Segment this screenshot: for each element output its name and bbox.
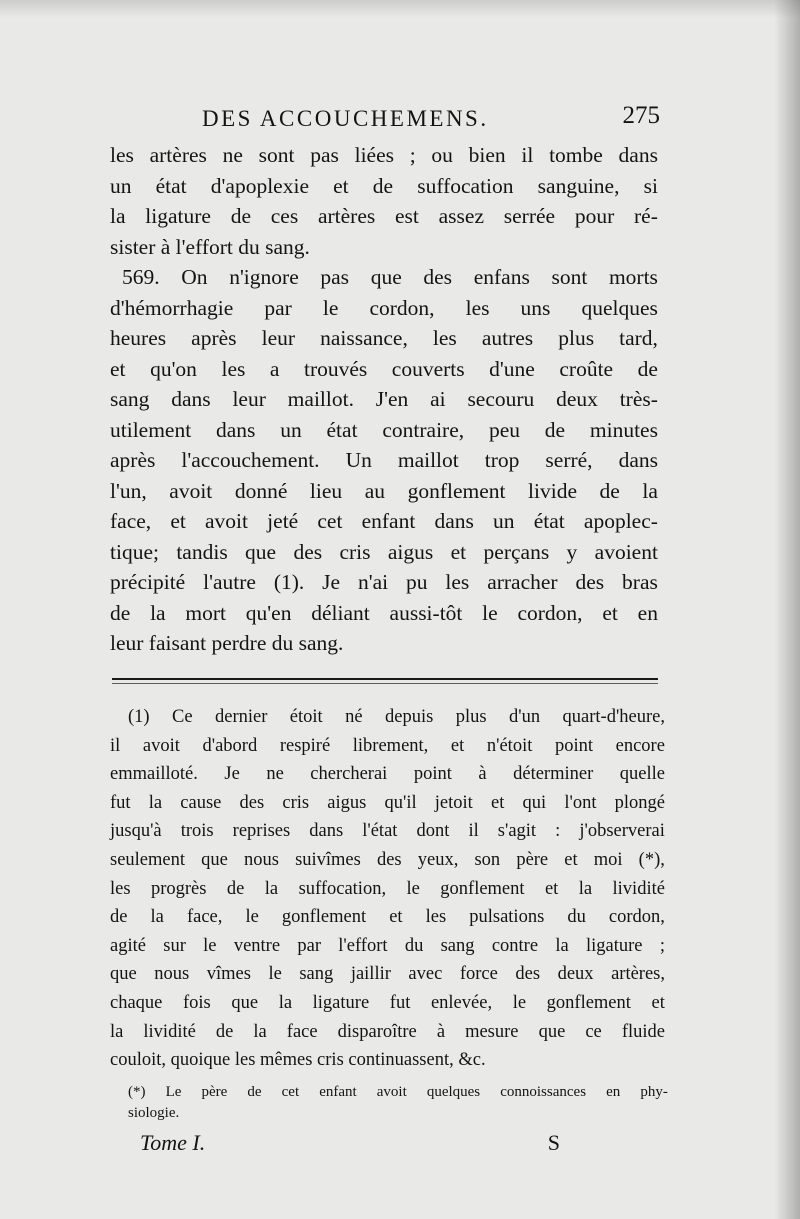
running-title: DES ACCOUCHEMENS.: [202, 106, 489, 131]
footnote-line: seulement que nous suivîmes des yeux, son père et moi (*),: [110, 849, 665, 870]
footnote-line: chaque fois que la ligature fut enlevée, le gonflement et: [110, 992, 665, 1013]
text-line: la ligature de ces artères est assez serrée pour ré-: [110, 204, 658, 228]
sub-footnote: [128, 1082, 668, 1124]
signature-mark: S: [547, 1130, 560, 1155]
text-line: sang dans leur maillot. J'en ai secouru deux très-: [110, 387, 658, 411]
text-line: d'hémorrhagie par le cordon, les uns quelques: [110, 295, 658, 320]
text-line: heures après leur naissance, les autres plus tard,: [110, 326, 658, 350]
footnote-line: fut la cause des cris aigus qu'il jetoit et qui l'ont plongé: [110, 792, 665, 813]
sub-footnote-line: siologie.: [128, 1105, 180, 1121]
text-line: utilement dans un état contraire, peu de minutes: [110, 417, 658, 442]
footnote: [110, 703, 665, 1075]
sub-footnote-line: (*) Le père de cet enfant avoit quelques connoissances en phy-: [128, 1084, 668, 1100]
footnote-line: de la face, le gonflement et les pulsations du cordon,: [110, 907, 665, 928]
footnote-line: (1) Ce dernier étoit né depuis plus d'un quart-d'heure,: [128, 707, 665, 727]
footnote-line: la lividité de la face disparoître à mesure que ce fluide: [110, 1021, 665, 1042]
text-line: face, et avoit jeté cet enfant dans un état apoplec-: [110, 509, 658, 533]
text-line: de la mort qu'en déliant aussi-tôt le cordon, et en: [110, 600, 658, 625]
text-line: sister à l'effort du sang.: [110, 234, 310, 259]
volume-label: Tome I.: [140, 1130, 206, 1155]
footnote-line: que nous vîmes le sang jaillir avec force des deux artères,: [110, 964, 665, 985]
footnote-line: emmailloté. Je ne chercherai point à déterminer quelle: [110, 764, 665, 785]
paragraph-569-first-line: 569. On n'ignore pas que des enfans sont morts: [122, 265, 658, 289]
footnote-line: couloit, quoique les mêmes cris continuassent, &c.: [110, 1050, 486, 1071]
footnote-rule: [112, 678, 658, 680]
text-line: après l'accouchement. Un maillot trop serré, dans: [110, 448, 658, 472]
page-number: 275: [622, 102, 660, 129]
main-text: [110, 140, 658, 659]
page-edge-shadow: [774, 0, 800, 1219]
text-line: l'un, avoit donné lieu au gonflement livide de la: [110, 478, 658, 503]
text-line: tique; tandis que des cris aigus et perçans y avoient: [110, 539, 658, 564]
footnote-line: les progrès de la suffocation, le gonflement et la lividité: [110, 878, 665, 899]
footnote-line: jusqu'à trois reprises dans l'état dont il s'agit : j'observerai: [110, 821, 665, 842]
page-header: [112, 100, 660, 140]
signature-line: [140, 1130, 560, 1160]
text-line: précipité l'autre (1). Je n'ai pu les arracher des bras: [110, 570, 658, 594]
text-line: les artères ne sont pas liées ; ou bien il tombe dans: [110, 143, 658, 167]
text-line: leur faisant perdre du sang.: [110, 631, 344, 655]
text-line: et qu'on les a trouvés couverts d'une croûte de: [110, 356, 658, 381]
text-line: un état d'apoplexie et de suffocation sanguine, si: [110, 173, 658, 198]
footnote-line: il avoit d'abord respiré librement, et n'étoit point encore: [110, 735, 665, 756]
footnote-line: agité sur le ventre par l'effort du sang contre la ligature ;: [110, 935, 665, 956]
footnote-rule-thin: [112, 683, 658, 684]
page-top-shadow: [0, 0, 800, 18]
